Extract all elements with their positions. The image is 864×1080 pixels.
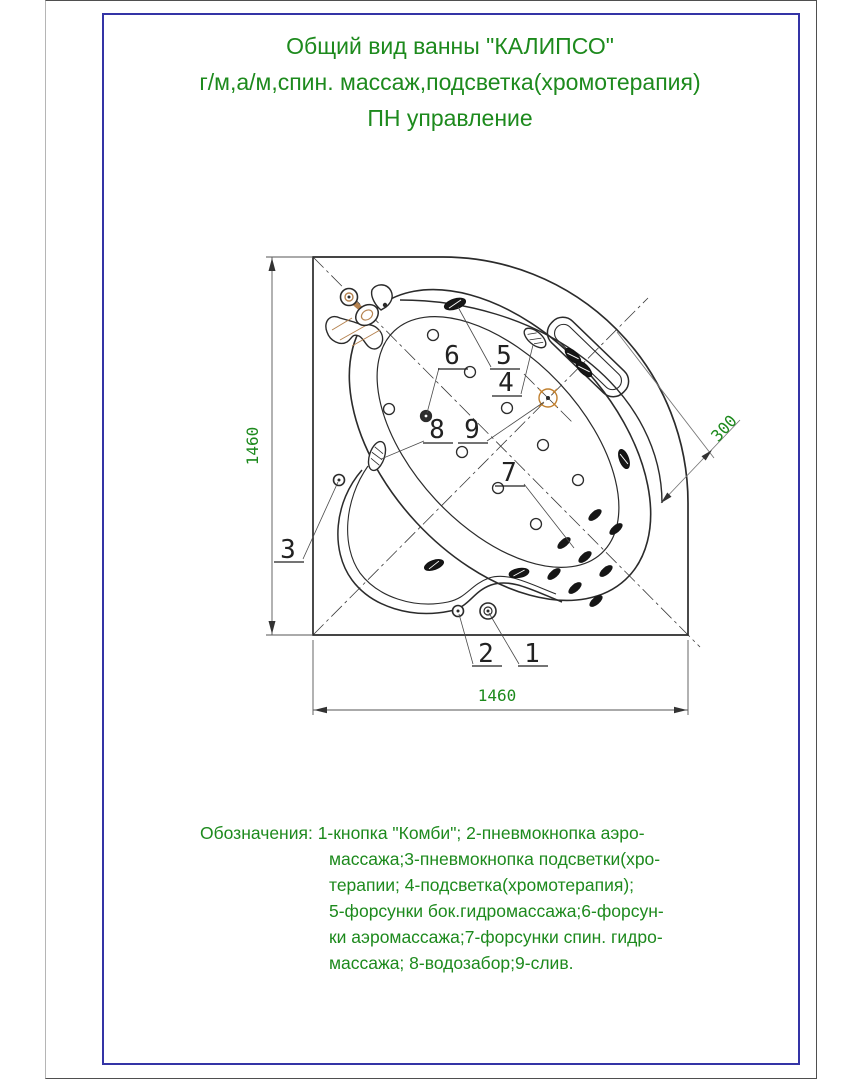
part-label-5: 5: [496, 341, 512, 371]
part-label-7: 7: [501, 458, 517, 488]
part-label-9: 9: [464, 415, 480, 445]
dimension-left-value: 1460: [243, 426, 262, 466]
legend-line-3: терапии; 4-подсветка(хромотерапия);: [329, 875, 635, 895]
drain-crosshair: [539, 389, 557, 407]
control-buttons: [334, 475, 497, 620]
spinal-jet-cluster: [545, 507, 624, 609]
part-label-2: 2: [478, 639, 494, 669]
part-label-3: 3: [280, 535, 296, 565]
title-line-1: Общий вид ванны "КАЛИПСО": [286, 33, 614, 59]
legend-line-4: 5-форсунки бок.гидромассажа;6-форсун-: [329, 901, 664, 921]
legend-line-2: массажа;3-пневмокнопка подсветки(хро-: [329, 849, 661, 869]
dimension-left: [266, 257, 313, 635]
legend-line-6: массажа; 8-водозабор;9-слив.: [329, 953, 574, 973]
part-number-labels: [274, 341, 548, 669]
faucet-fixtures: [326, 285, 392, 349]
part-label-8: 8: [429, 415, 445, 445]
dimension-diagonal-value: 300: [707, 411, 741, 446]
apron-curves: [338, 466, 562, 613]
legend-block: [200, 820, 664, 976]
part-label-1: 1: [524, 639, 540, 669]
title-line-2: г/м,а/м,спин. массаж,подсветка(хромотерапия): [199, 69, 701, 95]
part-label-6: 6: [444, 341, 460, 371]
legend-line-5: ки аэромассажа;7-форсунки спин. гидро-: [329, 927, 663, 947]
leader-lines: [303, 307, 574, 664]
water-intake-fitting: [365, 439, 389, 472]
title-line-3: ПН управление: [367, 105, 533, 131]
part-label-4: 4: [498, 368, 514, 398]
legend-line-1: Обозначения: 1-кнопка "Комби"; 2-пневмокнопка аэро-: [200, 823, 645, 843]
dimension-bottom-value: 1460: [477, 686, 517, 705]
